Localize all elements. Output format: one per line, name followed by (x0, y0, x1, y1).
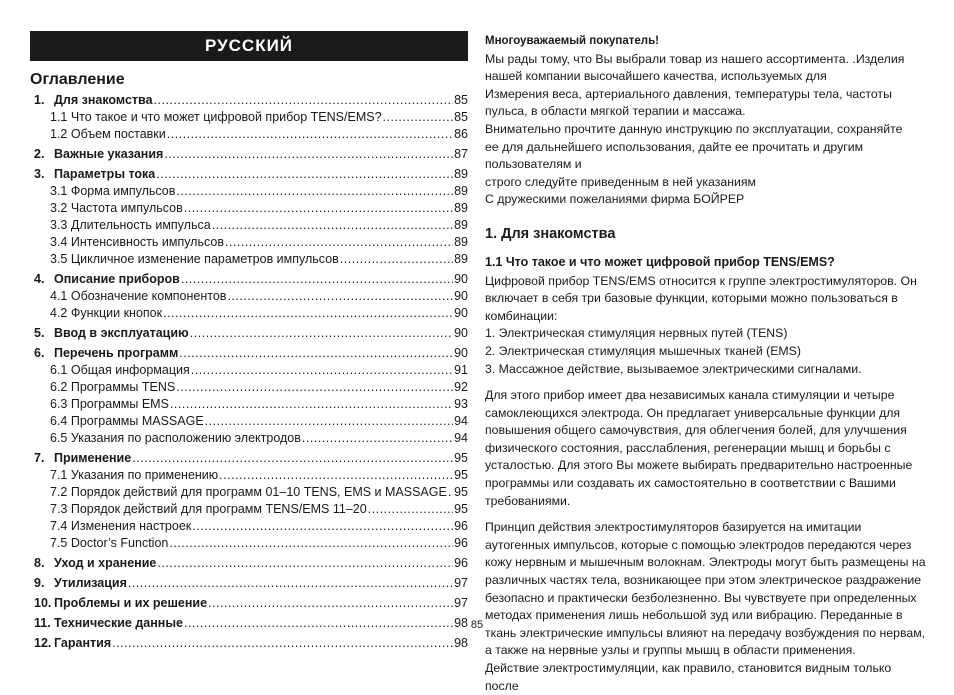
toc-chapter[interactable] (30, 635, 468, 652)
function-item: 3. Массажное действие, вызываемое электрическими сигналами. (485, 361, 862, 376)
intro-line: Измерения веса, артериального давления, температуры тела, частоты (485, 86, 892, 101)
toc-number: 7. (34, 451, 45, 465)
toc-leader-dots (208, 595, 453, 612)
greeting: Многоуважаемый покупатель! (485, 35, 659, 47)
toc-chapter[interactable] (30, 92, 468, 109)
toc-entry-title: 7.4 Изменения настроек (50, 519, 192, 533)
toc-page-number: 96 (454, 536, 468, 550)
left-column (30, 31, 468, 652)
toc-leader-dots (368, 501, 453, 518)
toc-chapter[interactable] (30, 325, 468, 342)
toc-subsection[interactable] (30, 467, 468, 484)
paragraph-principle: Принцип действия электростимуляторов базируется на имитации аутогенных импульсов, которые с помощью электродов передаются через кожу нервным и мышечным волокнам. Электроды могут быть размещены на различных частях тела, возникающее при этом электрическое раздражение безопасно и практически безболезненно. Вы чувствуете при определенных методах применения лишь небольшой зуд или вибрацию. Переданные в ткань электрические импульсы влияют на передачу возбуждения по нервам, а также на нервные узлы и группы мышц в области применения. (485, 520, 926, 658)
intro-line: ее для дальнейшего использования, дайте ее прочитать и другим (485, 139, 864, 154)
toc-page-number: 89 (454, 167, 468, 181)
toc-chapter[interactable] (30, 595, 468, 612)
function-item: 1. Электрическая стимуляция нервных путей (TENS) (485, 326, 788, 341)
toc-leader-dots (205, 413, 453, 430)
toc-number: 6. (34, 346, 45, 360)
intro-line: нашей компании высочайшего качества, используемых для (485, 69, 827, 84)
toc-leader-dots (302, 430, 453, 447)
toc-entry-title: 3.4 Интенсивность импульсов (50, 235, 224, 249)
toc-page-number: 95 (454, 468, 468, 482)
toc-subsection[interactable] (30, 217, 468, 234)
toc-entry-title: 3.3 Длительность импульса (50, 218, 211, 232)
toc-page-number: 96 (454, 556, 468, 570)
intro-line: Мы рады тому, что Вы выбрали товар из нашего ассортимента. .Изделия (485, 51, 905, 66)
toc-leader-dots (128, 575, 453, 592)
toc-leader-dots (227, 288, 453, 305)
toc-subsection[interactable] (30, 305, 468, 322)
toc-chapter[interactable] (30, 271, 468, 288)
paragraph-effect: Действие электростимуляции, как правило, становится видным только после (485, 661, 892, 693)
toc-page-number: 89 (454, 218, 468, 232)
toc-leader-dots (164, 146, 453, 163)
toc-entry-title: 1.1 Что такое и что может цифровой прибор TENS/EMS? (50, 110, 382, 124)
toc-entry-title: Гарантия (54, 636, 112, 650)
toc-page-number: 90 (454, 306, 468, 320)
intro-text (485, 51, 927, 192)
toc-subsection[interactable] (30, 484, 468, 501)
toc-subsection[interactable] (30, 413, 468, 430)
toc-leader-dots (176, 183, 453, 200)
toc-leader-dots (157, 555, 453, 572)
toc-leader-dots (167, 126, 453, 143)
toc-number: 8. (34, 556, 45, 570)
toc-leader-dots (340, 251, 453, 268)
toc-entry-title: Уход и хранение (54, 556, 157, 570)
toc-subsection[interactable] (30, 251, 468, 268)
toc-subsection[interactable] (30, 109, 468, 126)
toc-page-number: 97 (454, 596, 468, 610)
toc-entry-title: 6.2 Программы TENS (50, 380, 176, 394)
intro-line: пользователям и (485, 157, 582, 172)
toc-subsection[interactable] (30, 396, 468, 413)
toc-leader-dots (170, 396, 453, 413)
toc-page-number: 89 (454, 184, 468, 198)
toc-entry-title: 7.3 Порядок действий для программ TENS/EMS 11–20 (50, 502, 367, 516)
toc-leader-dots (154, 92, 453, 109)
intro-line: пульса, в области мягкой терапии и массажа. (485, 104, 746, 119)
toc-entry-title: Технические данные (54, 616, 183, 630)
toc-leader-dots (192, 518, 453, 535)
toc-entry-title: Применение (54, 451, 132, 465)
toc-number: 5. (34, 326, 45, 340)
toc-leader-dots (225, 234, 453, 251)
toc-page-number: 94 (454, 414, 468, 428)
toc-number: 1. (34, 93, 45, 107)
toc-page-number: 94 (454, 431, 468, 445)
toc-subsection[interactable] (30, 234, 468, 251)
toc-entry-title: Для знакомства (54, 93, 153, 107)
intro-line: строго следуйте приведенным в ней указаниям (485, 174, 757, 189)
toc-leader-dots (176, 379, 453, 396)
toc-entry-title: 7.2 Порядок действий для программ 01–10 TENS, EMS и MASSAGE (50, 485, 447, 499)
toc-page-number: 95 (454, 502, 468, 516)
toc-entry-title: 3.2 Частота импульсов (50, 201, 183, 215)
toc-chapter[interactable] (30, 146, 468, 163)
toc-page-number: 90 (454, 326, 468, 340)
toc-chapter[interactable] (30, 345, 468, 362)
toc-entry-title: 4.2 Функции кнопок (50, 306, 163, 320)
toc-entry-title: 7.5 Doctor’s Function (50, 536, 169, 550)
toc-subsection[interactable] (30, 126, 468, 143)
toc-subsection[interactable] (30, 518, 468, 535)
toc-page-number: 85 (454, 93, 468, 107)
language-banner: РУССКИЙ (30, 31, 468, 61)
toc-page-number: 95 (454, 485, 468, 499)
toc-entry-title: 6.3 Программы EMS (50, 397, 169, 411)
toc-chapter[interactable] (30, 166, 468, 183)
toc-entry-title: Ввод в эксплуатацию (54, 326, 189, 340)
toc-page-number: 97 (454, 576, 468, 590)
section-heading-1: 1. Для знакомства (485, 225, 616, 242)
toc-entry-title: 7.1 Указания по применению (50, 468, 219, 482)
page-number: 85 (470, 619, 484, 631)
toc-page-number: 90 (454, 346, 468, 360)
toc-chapter[interactable] (30, 450, 468, 467)
section-heading-1-1: 1.1 Что такое и что может цифровой прибор TENS/EMS? (485, 254, 835, 269)
toc-leader-dots (179, 345, 453, 362)
toc-number: 2. (34, 147, 45, 161)
toc-leader-dots (112, 635, 453, 652)
toc-page-number: 89 (454, 252, 468, 266)
toc-entry-title: Утилизация (54, 576, 127, 590)
toc-subsection[interactable] (30, 183, 468, 200)
toc-page-number: 90 (454, 272, 468, 286)
toc-entry-title: 6.4 Программы MASSAGE (50, 414, 204, 428)
toc-number: 3. (34, 167, 45, 181)
table-of-contents (30, 92, 468, 652)
toc-leader-dots (156, 166, 453, 183)
toc-entry-title: Параметры тока (54, 167, 156, 181)
right-column (485, 33, 927, 695)
toc-page-number: 85 (454, 110, 468, 124)
toc-page-number: 92 (454, 380, 468, 394)
paragraph-channels: Для этого прибор имеет два независимых канала стимуляции и четыре самоклеющихся электрода. Он предлагает универсальные функции для повышения общего самочувствия, для облегчения болей, для улучшения физического состояния, расслабления, регенерации мышц и борьбы с усталостью. Для этого Вы можете выбирать предварительно настроенные программы или создавать их самостоятельно в соответствии с Вашими требованиями. (485, 388, 913, 508)
toc-leader-dots (190, 325, 453, 342)
toc-page-number: 89 (454, 235, 468, 249)
toc-page-number: 90 (454, 289, 468, 303)
toc-entry-title: 3.5 Цикличное изменение параметров импульсов (50, 252, 339, 266)
toc-entry-title: Проблемы и их решение (54, 596, 208, 610)
toc-subsection[interactable] (30, 501, 468, 518)
toc-leader-dots (212, 217, 453, 234)
toc-entry-title: 6.5 Указания по расположению электродов (50, 431, 301, 445)
toc-leader-dots (169, 535, 453, 552)
toc-chapter[interactable] (30, 555, 468, 572)
toc-entry-title: 4.1 Обозначение компонентов (50, 289, 227, 303)
toc-entry-title: 3.1 Форма импульсов (50, 184, 176, 198)
toc-entry-title: Описание приборов (54, 272, 180, 286)
toc-leader-dots (383, 109, 453, 126)
toc-entry-title: Перечень программ (54, 346, 179, 360)
toc-page-number: 91 (454, 363, 468, 377)
toc-page-number: 98 (454, 616, 468, 630)
toc-number: 10. (34, 596, 52, 610)
function-item: 2. Электрическая стимуляция мышечных тканей (EMS) (485, 343, 801, 358)
toc-page-number: 93 (454, 397, 468, 411)
toc-page-number: 98 (454, 636, 468, 650)
toc-number: 11. (34, 616, 51, 630)
toc-leader-dots (191, 362, 453, 379)
functions-list (485, 325, 927, 378)
toc-leader-dots (184, 200, 453, 217)
toc-chapter[interactable] (30, 575, 468, 592)
toc-number: 4. (34, 272, 45, 286)
section-intro-paragraph: Цифровой прибор TENS/EMS относится к группе электростимуляторов. Он включает в себя три базовые функции, которыми можно пользоваться в комбинации: (485, 273, 917, 323)
toc-page-number: 89 (454, 201, 468, 215)
toc-subsection[interactable] (30, 535, 468, 552)
toc-subsection[interactable] (30, 430, 468, 447)
toc-leader-dots (219, 467, 453, 484)
intro-line: Внимательно прочтите данную инструкцию по эксплуатации, сохраняйте (485, 121, 903, 136)
toc-entry-title: Важные указания (54, 147, 164, 161)
toc-leader-dots (163, 305, 453, 322)
toc-page-number: 96 (454, 519, 468, 533)
toc-title: Оглавление (30, 71, 125, 88)
toc-leader-dots (448, 484, 453, 501)
toc-number: 9. (34, 576, 45, 590)
toc-leader-dots (132, 450, 453, 467)
toc-leader-dots (181, 271, 453, 288)
toc-subsection[interactable] (30, 288, 468, 305)
toc-subsection[interactable] (30, 362, 468, 379)
toc-number: 12. (34, 636, 52, 650)
signature: С дружескими пожеланиями фирма БОЙРЕР (485, 192, 745, 207)
toc-subsection[interactable] (30, 379, 468, 396)
toc-entry-title: 1.2 Объем поставки (50, 127, 166, 141)
toc-page-number: 87 (454, 147, 468, 161)
toc-entry-title: 6.1 Общая информация (50, 363, 190, 377)
toc-subsection[interactable] (30, 200, 468, 217)
toc-page-number: 95 (454, 451, 468, 465)
toc-page-number: 86 (454, 127, 468, 141)
